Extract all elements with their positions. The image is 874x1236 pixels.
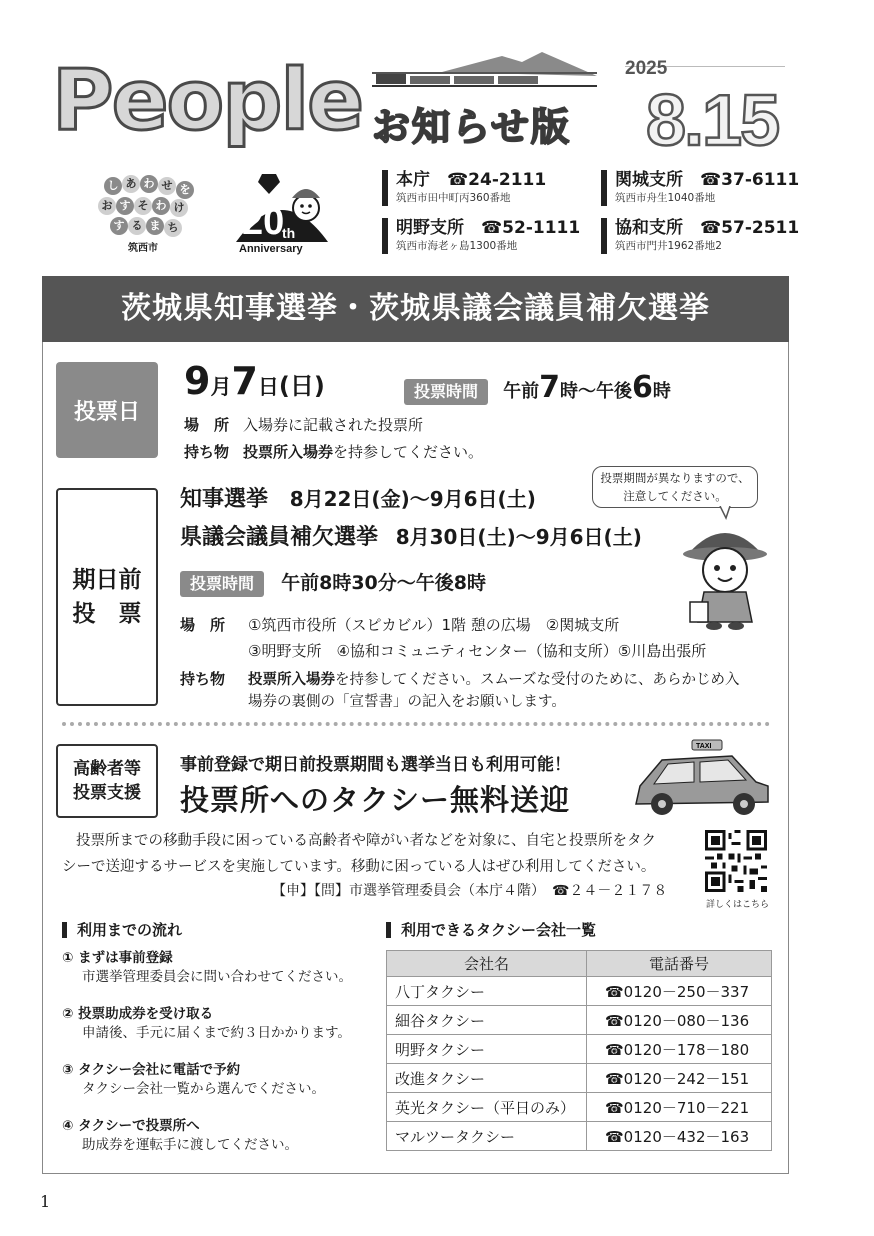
slogan-char: ち: [164, 219, 182, 237]
early-hours-badge: 投票時間: [180, 571, 264, 597]
table-row: [387, 1064, 772, 1093]
taxi-body-line: 投票所までの移動手段に困っている高齢者や障がい者などを対象に、自宅と投票所をタク: [76, 833, 656, 849]
office-address: 筑西市田中町丙360番地: [396, 192, 511, 204]
page-number: 1: [40, 1192, 51, 1211]
slogan-char: せ: [158, 177, 176, 195]
taxi-lead: 事前登録で期日前投票期間も選挙当日も利用可能！: [180, 755, 571, 775]
table-row: [387, 1093, 772, 1122]
flow-step: [62, 1005, 351, 1043]
assembly-early-voting: [180, 522, 642, 553]
company-name: 細谷タクシー: [387, 1006, 587, 1035]
company-tel: ☎0120－080－136: [587, 1006, 772, 1035]
office-name: 協和支所: [615, 218, 683, 238]
early-voting-label-line: 期日前: [72, 567, 142, 593]
slogan-char: す: [116, 197, 134, 215]
early-voting-label: [56, 488, 158, 706]
office-tel: ☎24-2111: [447, 170, 547, 190]
voting-date: [184, 358, 325, 410]
flow-step: [62, 1117, 298, 1155]
slogan-char: わ: [152, 197, 170, 215]
slogan-char: を: [176, 181, 194, 199]
table-row: [387, 977, 772, 1006]
issue-year: 2025: [625, 58, 668, 79]
early-voting-label-line: 投 票: [72, 601, 142, 627]
taxi-body-line: シーで送迎するサービスを実施しています。移動に困っている人はぜひ利用してください。: [62, 859, 656, 875]
taxi-company-table: [386, 950, 772, 1151]
slogan-char: お: [98, 197, 116, 215]
voting-date-weekday: (日): [278, 372, 325, 400]
slogan-char: あ: [122, 175, 140, 193]
office-address: 筑西市海老ヶ島1300番地: [396, 240, 518, 252]
voting-date-day: 7: [231, 359, 258, 403]
taxi-headline: 投票所へのタクシー無料送迎: [180, 783, 571, 817]
taxi-support-label: [56, 744, 158, 818]
office-address: 筑西市門井1962番地2: [615, 240, 722, 252]
early-place-line: ①筑西市役所（スピカビル）1階 憩の広場 ②関城支所: [248, 616, 620, 634]
taxi-support-label-line: 高齢者等: [73, 759, 141, 779]
flow-step-desc: タクシー会社一覧から選んでください。: [82, 1081, 325, 1097]
flow-step: [62, 1061, 325, 1099]
early-place-label: 場 所: [180, 616, 226, 634]
early-hours-text: 午前8時30分～午後8時: [281, 572, 486, 594]
company-tel: ☎0120－710－221: [587, 1093, 772, 1122]
column-header-tel: 電話番号: [587, 951, 772, 977]
table-row: [387, 1122, 772, 1151]
flow-step-title: ④ タクシーで投票所へ: [62, 1118, 200, 1134]
table-row: [387, 1006, 772, 1035]
voting-hours-unit: 時: [559, 381, 578, 402]
early-voting-hours: [180, 568, 486, 597]
anniversary-suffix: th: [282, 225, 296, 241]
flow-step-desc: 市選挙管理委員会に問い合わせてください。: [82, 969, 352, 985]
anniversary-number: 20: [242, 201, 285, 243]
voting-items-bold: 投票所入場券: [243, 443, 334, 461]
voting-day-label: 投票日: [56, 362, 158, 458]
qr-caption: 詳しくはこちら: [706, 900, 770, 910]
office-address: 筑西市舟生1040番地: [615, 192, 716, 204]
table-header-row: [387, 951, 772, 977]
taxi-contact: 【申】【問】市選挙管理委員会（本庁４階） ☎２４－２１７８: [272, 883, 668, 899]
office-akeno: [382, 218, 580, 254]
company-name: 明野タクシー: [387, 1035, 587, 1064]
table-row: [387, 1035, 772, 1064]
voting-place: [184, 414, 423, 435]
voting-date-month-unit: 月: [210, 375, 232, 399]
voting-hours: [404, 370, 671, 405]
voting-hours-am: 午前: [503, 381, 540, 402]
voting-hours-tilde: ～: [577, 381, 596, 402]
slogan-char: す: [110, 217, 128, 235]
assembly-election-label: 県議会議員補欠選挙: [180, 525, 379, 550]
office-tel: ☎37-6111: [700, 170, 800, 190]
slogan-char: る: [128, 217, 146, 235]
companies-heading: 利用できるタクシー会社一覧: [386, 922, 596, 938]
voting-items-label: 持ち物: [184, 443, 230, 461]
flow-step-title: ① まずは事前登録: [62, 950, 173, 966]
taxi-support-label-line: 投票支援: [73, 783, 141, 803]
voting-date-month: 9: [184, 359, 211, 403]
flow-heading: 利用までの流れ: [62, 922, 182, 938]
note-speech-bubble: 投票期間が異なりますので、注意してください。: [592, 466, 758, 508]
voting-hours-pm: 午後: [595, 381, 632, 402]
slogan-city: 筑西市: [128, 243, 158, 254]
slogan-char: そ: [134, 197, 152, 215]
train-mountain-illustration: [372, 50, 597, 90]
section-divider: [62, 722, 770, 726]
governor-period: 8月22日(金)～9月6日(土): [289, 487, 536, 511]
voting-place-text: 入場券に記載された投票所: [243, 416, 424, 434]
newsletter-subtitle: お知らせ版: [372, 105, 571, 149]
flow-step-title: ② 投票助成券を受け取る: [62, 1006, 214, 1022]
voting-hours-badge: 投票時間: [404, 379, 488, 405]
early-voting-places: [180, 612, 706, 664]
voting-items: [184, 441, 483, 462]
early-items-line: を持参してください。スムーズな受付のために、あらかじめ入: [335, 672, 740, 688]
governor-early-voting: [180, 484, 536, 515]
governor-election-label: 知事選挙: [180, 487, 269, 512]
voting-hours-start: 7: [539, 370, 560, 405]
company-name: 八丁タクシー: [387, 977, 587, 1006]
office-tel: ☎52-1111: [481, 218, 581, 238]
flow-step-desc: 助成券を運転手に渡してください。: [82, 1137, 298, 1153]
voting-place-label: 場 所: [184, 416, 230, 434]
flow-step-title: ③ タクシー会社に電話で予約: [62, 1062, 241, 1078]
issue-date: 8.15: [646, 81, 779, 161]
voting-items-rest: を持参してください。: [333, 443, 484, 461]
early-items-label: 持ち物: [180, 670, 226, 688]
flow-step: [62, 949, 352, 987]
taxi-body: [62, 828, 656, 880]
office-name: 明野支所: [396, 218, 464, 238]
newsletter-logo: People: [52, 51, 363, 149]
slogan-char: け: [170, 199, 188, 217]
slogan-char: し: [104, 177, 122, 195]
taxi-illustration: [632, 738, 772, 820]
early-items-line: 場券の裏側の「宣誓書」の記入をお願いします。: [248, 694, 566, 710]
office-name: 関城支所: [615, 170, 683, 190]
election-title: 茨城県知事選挙・茨城県議会議員補欠選挙: [42, 276, 789, 342]
early-voting-items: [180, 668, 740, 713]
office-honcho: [382, 170, 546, 206]
office-kyowa: [601, 218, 799, 254]
taxi-sign: TAXI: [696, 743, 712, 750]
anniversary-label: Anniversary: [239, 243, 303, 255]
flow-step-desc: 申請後、手元に届くまで約３日かかります。: [82, 1025, 351, 1041]
company-tel: ☎0120－250－337: [587, 977, 772, 1006]
slogan-char: ま: [146, 217, 164, 235]
column-header-company: 会社名: [387, 951, 587, 977]
company-name: 英光タクシー（平日のみ）: [387, 1093, 587, 1122]
early-place-line: ③明野支所 ④協和コミュニティセンター（協和支所）⑤川島出張所: [248, 642, 707, 660]
company-tel: ☎0120－432－163: [587, 1122, 772, 1151]
office-tel: ☎57-2511: [700, 218, 800, 238]
early-items-bold: 投票所入場券: [248, 672, 335, 688]
voting-hours-end: 6: [631, 370, 653, 405]
company-name: マルツータクシー: [387, 1122, 587, 1151]
qr-code[interactable]: [705, 830, 767, 892]
company-name: 改進タクシー: [387, 1064, 587, 1093]
voting-hours-unit: 時: [652, 381, 671, 402]
office-name: 本庁: [396, 170, 430, 190]
company-tel: ☎0120－178－180: [587, 1035, 772, 1064]
office-sekijo: [601, 170, 799, 206]
city-slogan-emblem: [92, 175, 202, 255]
company-tel: ☎0120－242－151: [587, 1064, 772, 1093]
slogan-char: わ: [140, 175, 158, 193]
voting-date-day-unit: 日: [257, 375, 279, 399]
assembly-period: 8月30日(土)～9月6日(土): [395, 525, 642, 549]
